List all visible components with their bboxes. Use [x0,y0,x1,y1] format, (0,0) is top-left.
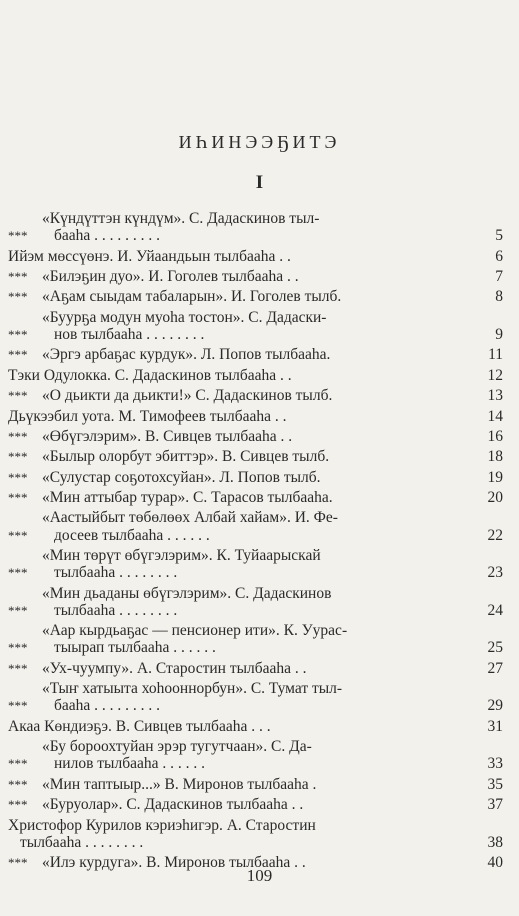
untitled-poem-mark: *** [8,527,28,543]
toc-entry-line-continued: тылбааһа . . . . . . . . [54,601,178,619]
toc-entry-line-continued: тыырап тылбааһа . . . . . . [54,639,216,657]
toc-entry-page: 22 [487,526,503,544]
toc-entry-title [8,408,475,425]
untitled-poem-mark: *** [8,565,28,581]
toc-entry-title [42,680,475,714]
toc-entry-line: «Мин аттыбар турар». С. Тарасов тылбааһа. [42,489,333,507]
toc-entry-line: «Ух-чуумпу». А. Старостин тылбааһа . . [42,659,307,677]
section-number: I [255,172,264,193]
untitled-poem-mark: *** [8,388,28,404]
untitled-poem-mark: *** [8,268,28,284]
toc-entry-title [42,547,475,581]
toc-entry-title [42,776,475,793]
toc-entry-line: «О дьикти да дьикти!» С. Дадаскинов тылб. [42,387,333,405]
toc-entry-page: 18 [487,448,503,466]
toc-entry-line: «Эргэ арбаҕас курдук». Л. Попов тылбааһа. [42,346,331,364]
toc-entry [8,776,503,793]
toc-entry-page: 14 [487,407,503,425]
toc-entry [8,738,503,772]
toc-entry-line: Христофор Курилов кэриэһигэр. А. Старостин [8,816,316,834]
toc-entry-page: 9 [495,325,503,343]
toc-entry-title [42,796,475,813]
toc-entry [8,547,503,581]
toc-entry-line-continued: бааһа . . . . . . . . . [54,697,161,715]
untitled-poem-mark: *** [8,449,28,465]
table-of-contents [8,210,503,875]
untitled-poem-mark: *** [8,776,28,792]
toc-entry-title [42,469,475,486]
toc-entry-line: Акаа Көндиэҕэ. В. Сивцев тылбааһа . . . [8,717,271,735]
toc-entry-line: «Аҕам сыыдам табаларын». И. Гоголев тылб. [42,288,342,306]
toc-entry-line: «Буруолар». С. Дадаскинов тылбааһа . . [42,796,304,814]
toc-entry-page: 33 [487,755,503,773]
toc-entry-page: 25 [487,639,503,657]
toc-entry [8,268,503,285]
toc-entry-line-continued: тылбааһа . . . . . . . . [54,564,178,582]
toc-entry-line: «Өбүгэлэрим». В. Сивцев тылбааһа . . [42,427,293,445]
toc-entry [8,288,503,305]
toc-entry-page: 16 [487,427,503,445]
toc-entry-title [42,387,475,404]
toc-entry-line: «Мин дьаданы өбүгэлэрим». С. Дадаскинов [42,584,332,602]
toc-entry-line: «Мин таптыыр...» В. Миронов тылбааһа . [42,775,317,793]
toc-entry-page: 27 [487,659,503,677]
toc-entry-title [42,489,475,506]
toc-entry-line-continued: нов тылбааһа . . . . . . . . [54,325,205,343]
toc-entry [8,660,503,677]
untitled-poem-mark: *** [8,756,28,772]
toc-entry-title [42,428,475,445]
toc-entry [8,408,503,425]
toc-entry-page: 23 [487,564,503,582]
toc-entry [8,387,503,404]
toc-entry-page: 7 [495,267,503,285]
untitled-poem-mark: *** [8,347,28,363]
toc-entry-title [42,309,475,343]
toc-entry-line: «Сулустар соҕотохсуйан». Л. Попов тылб. [42,468,321,486]
toc-entry-page: 5 [495,227,503,245]
toc-entry-title [42,210,475,244]
toc-entry [8,448,503,465]
toc-entry [8,367,503,384]
toc-entry-title [42,660,475,677]
toc-entry [8,718,503,735]
toc-entry-line: «Билэҕин дуо». И. Гоголев тылбааһа . . [42,267,299,285]
toc-entry [8,622,503,656]
toc-entry-page: 6 [495,247,503,265]
toc-entry [8,309,503,343]
untitled-poem-mark: *** [8,797,28,813]
toc-entry-line: Дьүкээбил уота. М. Тимофеев тылбааһа . . [8,407,287,425]
toc-entry-line-continued: нилов тылбааһа . . . . . . [54,755,205,773]
toc-entry-line: «Күндүттэн күндүм». С. Дадаскинов тыл- [42,210,320,227]
toc-entry-line: «Мин төрүт өбүгэлэрим». К. Туйаарыскай [42,547,321,565]
toc-entry-page: 13 [487,387,503,405]
toc-entry-title [42,509,475,543]
toc-entry-page: 11 [488,346,503,364]
toc-entry-title [42,288,475,305]
toc-entry-line: «Аастыйбыт төбөлөөх Албай хайам». И. Фе- [42,509,338,527]
untitled-poem-mark: *** [8,326,28,342]
toc-entry-line: «Илэ курдуга». В. Миронов тылбааһа . . [42,854,306,872]
toc-entry-line-continued: тылбааһа . . . . . . . . [20,833,144,851]
page-title: ИҺИНЭЭҔИТЭ [178,132,341,152]
toc-entry-title [42,622,475,656]
toc-entry-line: Ийэм мөссүөнэ. И. Уйаандьын тылбааһа . . [8,247,291,265]
toc-entry [8,469,503,486]
untitled-poem-mark: *** [8,660,28,676]
toc-entry [8,585,503,619]
page-number: 109 [246,866,273,885]
untitled-poem-mark: *** [8,428,28,444]
toc-entry-line-continued: досеев тылбааһа . . . . . . [54,526,210,544]
toc-entry-line: «Аар кырдьаҕас — пенсионер ити». К. Уурас- [42,622,348,640]
untitled-poem-mark: *** [8,469,28,485]
toc-entry [8,680,503,714]
toc-entry-page: 12 [487,366,503,384]
toc-entry-page: 31 [487,717,503,735]
toc-entry-title [8,817,475,851]
untitled-poem-mark: *** [8,855,28,871]
toc-entry-line: Тэки Одулокка. С. Дадаскинов тылбааһа . . [8,366,292,384]
toc-entry [8,346,503,363]
toc-entry [8,428,503,445]
toc-entry-line: «Буурҕа модун муоһа тостон». С. Дадаски- [42,308,327,326]
toc-entry [8,509,503,543]
toc-entry-page: 38 [487,833,503,851]
untitled-poem-mark: *** [8,602,28,618]
toc-entry-page: 8 [495,288,503,306]
toc-entry-page: 37 [487,796,503,814]
toc-entry-line: «Былыр олорбут эбиттэр». В. Сивцев тылб. [42,448,330,466]
toc-entry-title [8,367,475,384]
toc-entry-title [8,718,475,735]
toc-entry [8,489,503,506]
toc-entry-title [42,268,475,285]
toc-entry-line: «Бу бороохтуйан эрэр тугутчаан». С. Да- [42,738,312,756]
untitled-poem-mark: *** [8,228,28,244]
toc-entry-title [42,346,475,363]
toc-entry-title [42,585,475,619]
untitled-poem-mark: *** [8,698,28,714]
toc-entry-page: 19 [487,468,503,486]
toc-entry-page: 40 [487,854,503,872]
toc-entry-title [8,248,475,265]
untitled-poem-mark: *** [8,640,28,656]
toc-entry [8,210,503,244]
toc-entry-page: 20 [487,489,503,507]
toc-entry [8,796,503,813]
toc-entry-line-continued: бааһа . . . . . . . . . [54,227,161,245]
toc-entry-title [42,448,475,465]
toc-entry-page: 35 [487,775,503,793]
toc-entry-title [42,738,475,772]
toc-entry-line: «Тыҥ хатыыта хоһооннорбун». С. Тумат тыл- [42,680,343,698]
toc-entry-page: 24 [487,601,503,619]
toc-entry-page: 29 [487,697,503,715]
untitled-poem-mark: *** [8,490,28,506]
toc-entry [8,248,503,265]
untitled-poem-mark: *** [8,289,28,305]
toc-entry [8,817,503,851]
